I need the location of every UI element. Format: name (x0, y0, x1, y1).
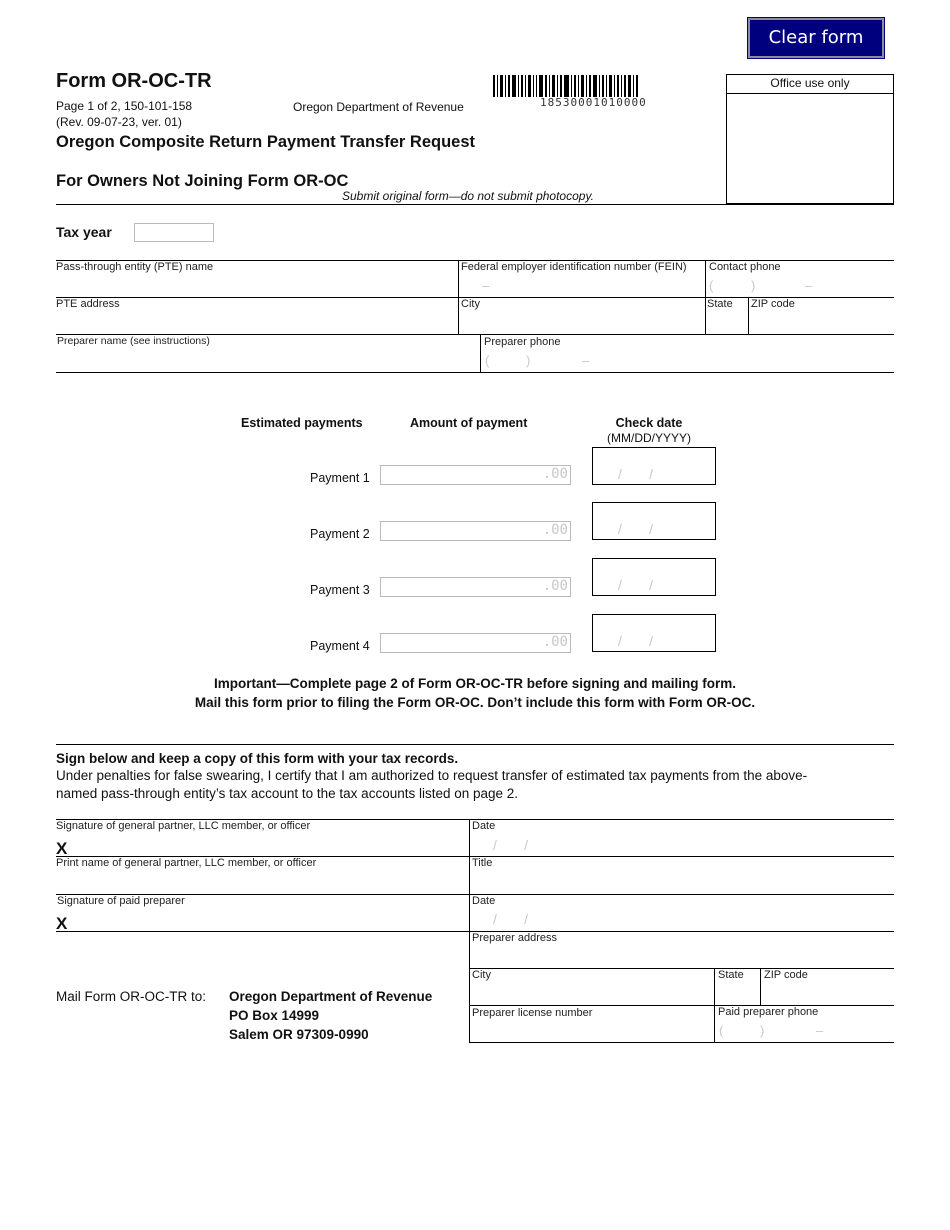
divider (56, 372, 894, 373)
license-label: Preparer license number (472, 1007, 593, 1019)
state-label: State (718, 969, 744, 981)
page-info: Page 1 of 2, 150-101-158 (56, 99, 193, 113)
title-label: Title (472, 857, 493, 869)
subtitle: For Owners Not Joining Form OR-OC (56, 172, 349, 190)
form-title: Form OR-OC-TR (56, 70, 212, 92)
contact-phone-label: Contact phone (709, 261, 781, 273)
preparer-address-label: Preparer address (472, 932, 557, 944)
check-date-input[interactable] (592, 447, 716, 485)
date-placeholder: / / (618, 577, 654, 593)
preparer-phone-label: Preparer phone (484, 336, 561, 348)
signature-x-mark: X (56, 914, 68, 933)
cents-placeholder: .00 (542, 578, 568, 594)
payment-amount-input[interactable] (380, 577, 571, 597)
mail-notice: Mail this form prior to filing the Form OR-OC. Don’t include this form with Form OR-OC. (194, 695, 756, 710)
preparer-address-field[interactable] (469, 931, 894, 968)
certification-text: named pass-through entity’s tax account to the tax accounts listed on page 2. (56, 786, 519, 801)
preparer-state-field[interactable] (714, 968, 760, 1005)
state-field[interactable] (705, 297, 748, 334)
print-name-label: Print name of general partner, LLC member, or officer (56, 857, 317, 869)
submit-note: Submit original form—do not submit photocopy. (342, 189, 594, 203)
cents-placeholder: .00 (542, 522, 568, 538)
tax-year-label: Tax year (56, 224, 112, 240)
phone-placeholder: – (805, 278, 813, 293)
phone-placeholder: ( (709, 278, 714, 293)
preparer-signature-field[interactable] (56, 894, 469, 931)
fein-field[interactable] (458, 260, 705, 297)
print-name-field[interactable] (56, 856, 469, 894)
preparer-name-label: Preparer name (see instructions) (57, 335, 210, 347)
preparer-signature-label: Signature of paid preparer (57, 895, 185, 907)
department-name: Oregon Department of Revenue (293, 100, 464, 114)
preparer-phone-field[interactable] (480, 334, 894, 372)
sign-heading: Sign below and keep a copy of this form with your tax records. (56, 751, 459, 766)
date-placeholder: / / (618, 521, 654, 537)
payment-amount-input[interactable] (380, 521, 571, 541)
certification-text: Under penalties for false swearing, I certify that I am authorized to request transfer of estimated tax payments from the above- (56, 768, 808, 783)
phone-placeholder: ( (485, 353, 490, 368)
preparer-zip-field[interactable] (760, 968, 894, 1005)
check-date-input[interactable] (592, 502, 716, 540)
check-date-input[interactable] (592, 558, 716, 596)
divider (469, 1042, 894, 1043)
phone-placeholder: – (582, 353, 590, 368)
phone-placeholder: ) (526, 353, 531, 368)
date-placeholder: / / (493, 911, 529, 927)
contact-phone-field[interactable] (705, 260, 894, 297)
payment-label: Payment 1 (310, 471, 370, 485)
office-use-box (726, 74, 894, 204)
divider (56, 744, 894, 745)
col-estimated-payments: Estimated payments (241, 416, 363, 430)
zip-field[interactable] (748, 297, 894, 334)
date-placeholder: / / (618, 633, 654, 649)
phone-placeholder: – (816, 1023, 824, 1038)
paid-preparer-phone-field[interactable] (714, 1005, 894, 1042)
barcode (493, 75, 705, 97)
phone-placeholder: ) (760, 1023, 765, 1038)
officer-signature-field[interactable] (56, 819, 469, 856)
cents-placeholder: .00 (542, 466, 568, 482)
office-use-label: Office use only (727, 75, 893, 94)
tax-year-input[interactable] (134, 223, 214, 242)
pte-address-label: PTE address (56, 298, 120, 310)
mail-address-line: Salem OR 97309-0990 (229, 1027, 369, 1042)
zip-label: ZIP code (764, 969, 808, 981)
cents-placeholder: .00 (542, 634, 568, 650)
preparer-license-field[interactable] (469, 1005, 714, 1042)
main-title: Oregon Composite Return Payment Transfer Request (56, 133, 476, 151)
pte-name-field[interactable] (56, 260, 458, 297)
city-label: City (472, 969, 491, 981)
col-check-date-format: (MM/DD/YYYY) (607, 431, 691, 445)
payment-label: Payment 2 (310, 527, 370, 541)
header-divider (56, 204, 894, 205)
officer-signature-label: Signature of general partner, LLC member, or officer (56, 820, 311, 832)
pte-address-field[interactable] (56, 297, 458, 334)
state-label: State (707, 298, 733, 310)
date-placeholder: / / (618, 466, 654, 482)
city-field[interactable] (458, 297, 705, 334)
officer-date-field[interactable] (469, 819, 894, 856)
signature-x-mark: X (56, 839, 68, 858)
pte-name-label: Pass-through entity (PTE) name (56, 261, 214, 273)
col-amount-of-payment: Amount of payment (410, 416, 528, 430)
date-label: Date (472, 895, 496, 907)
payment-label: Payment 3 (310, 583, 370, 597)
preparer-name-field[interactable] (56, 334, 480, 372)
col-check-date: Check date (615, 416, 683, 430)
payment-label: Payment 4 (310, 639, 370, 653)
preparer-city-field[interactable] (469, 968, 714, 1005)
payment-amount-input[interactable] (380, 465, 571, 485)
title-field[interactable] (469, 856, 894, 894)
revision: (Rev. 09-07-23, ver. 01) (56, 115, 182, 129)
date-label: Date (472, 820, 496, 832)
important-notice: Important—Complete page 2 of Form OR-OC-TR before signing and mailing form. (213, 676, 737, 691)
clear-form-button[interactable]: Clear form (748, 18, 884, 58)
check-date-input[interactable] (592, 614, 716, 652)
preparer-date-field[interactable] (469, 894, 894, 931)
fein-label: Federal employer identification number (FEIN) (461, 261, 687, 273)
paid-phone-label: Paid preparer phone (718, 1006, 819, 1018)
fein-placeholder: – (482, 278, 490, 293)
phone-placeholder: ( (719, 1023, 724, 1038)
barcode-number: 18530001010000 (540, 96, 647, 109)
phone-placeholder: ) (751, 278, 756, 293)
mail-address-line: PO Box 14999 (229, 1008, 320, 1023)
mail-address-line: Oregon Department of Revenue (229, 989, 433, 1004)
mail-label: Mail Form OR-OC-TR to: (56, 989, 206, 1004)
zip-label: ZIP code (751, 298, 795, 310)
date-placeholder: / / (493, 837, 529, 853)
city-label: City (461, 298, 480, 310)
payment-amount-input[interactable] (380, 633, 571, 653)
